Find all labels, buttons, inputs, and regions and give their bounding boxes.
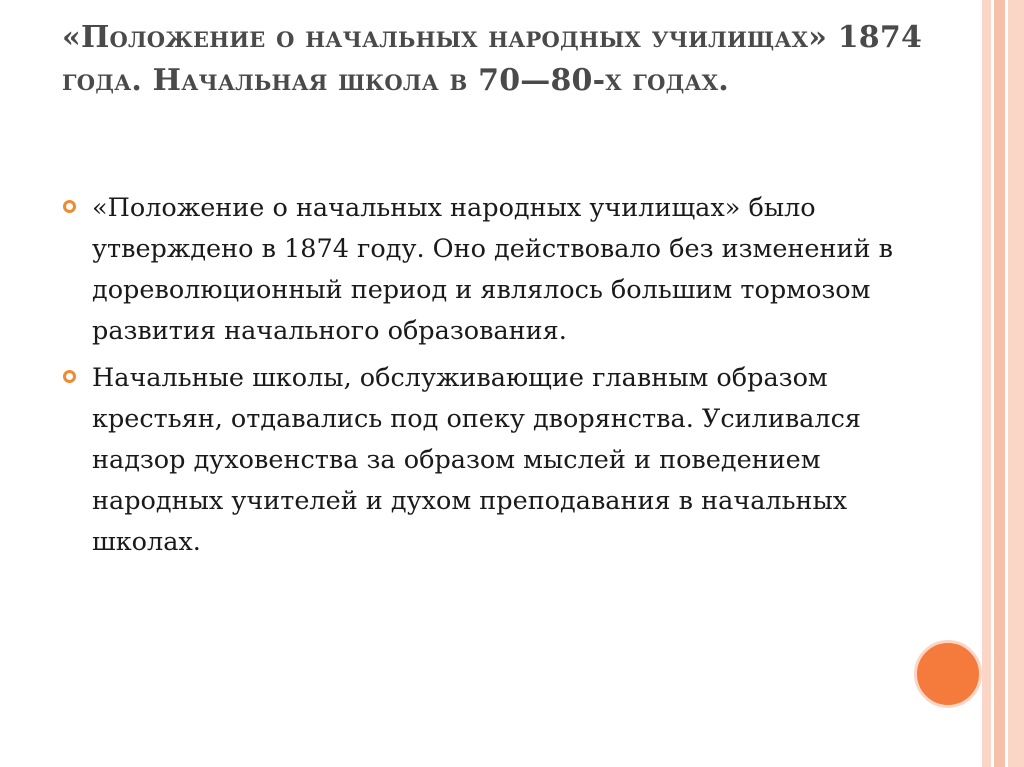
decorative-stripe — [982, 0, 991, 767]
bullet-text: «Положение о начальных народных училищах» было утверждено в 1874 году. Оно действовало без изменений в дореволюционный период и являлось большим тормозом развития начального образования. — [92, 193, 893, 346]
bullet-text: Начальные школы, обслуживающие главным образом крестьян, отдавались под опеку дворянства. Усиливался надзор духовенства за образом мыслей и поведением народных учителей и духом преподавания в начальных школах. — [92, 363, 861, 557]
decorative-stripe — [1008, 0, 1024, 767]
bullet-item — [62, 358, 912, 563]
orange-circle-decoration — [914, 640, 982, 708]
ring-bullet-icon — [63, 200, 76, 213]
bullet-item — [62, 188, 912, 352]
slide-title: «Положение о начальных народных училищах» 1874 года. Начальная школа в 70—80-х годах. — [62, 20, 923, 98]
ring-bullet-icon — [63, 370, 76, 383]
decorative-stripe — [994, 0, 1005, 767]
bullet-list — [62, 188, 912, 569]
